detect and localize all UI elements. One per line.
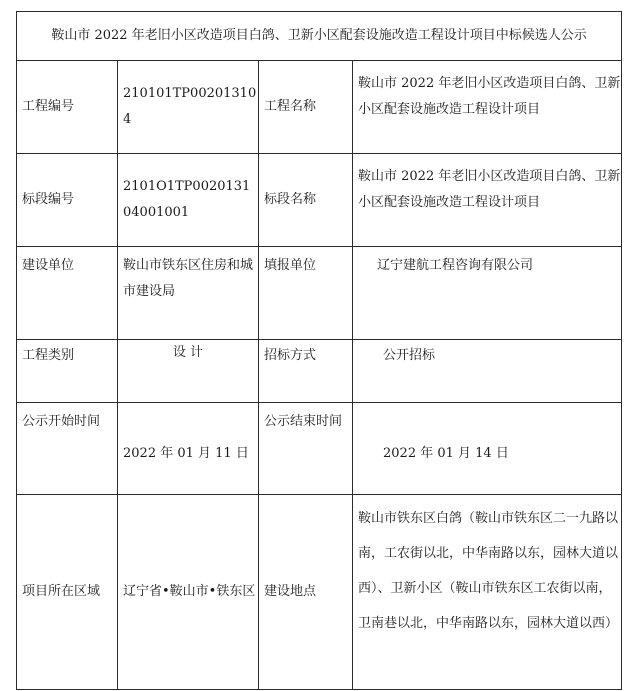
site-label: 建设地点 bbox=[259, 495, 353, 690]
region-value: 辽宁省•鞍山市•铁东区 bbox=[118, 495, 259, 690]
builder-value: 鞍山市铁东区住房和城市建设局 bbox=[118, 247, 259, 340]
start-label: 公示开始时间 bbox=[17, 403, 118, 495]
project-no-label: 工程编号 bbox=[17, 61, 118, 154]
site-value: 鞍山市铁东区白鸽（鞍山市铁东区二一九路以南，工农街以北，中华南路以东，园林大道以西）、卫新小区（鞍山市铁东区工农街以南，卫南巷以北，中华南路以东，园林大道以西） bbox=[353, 495, 622, 690]
table-row bbox=[17, 154, 622, 247]
section-name-value: 鞍山市 2022 年老旧小区改造项目白鸽、卫新小区配套设施改造工程设计项目 bbox=[353, 154, 622, 247]
table-row bbox=[17, 61, 622, 154]
table-row bbox=[17, 495, 622, 690]
start-value: 2022 年 01 月 11 日 bbox=[118, 403, 259, 495]
builder-label: 建设单位 bbox=[17, 247, 118, 340]
project-name-value: 鞍山市 2022 年老旧小区改造项目白鸽、卫新小区配套设施改造工程设计项目 bbox=[353, 61, 622, 154]
category-value: 设 计 bbox=[118, 340, 259, 403]
project-name-label: 工程名称 bbox=[259, 61, 353, 154]
section-no-label: 标段编号 bbox=[17, 154, 118, 247]
project-no-value: 210101TP002013104 bbox=[118, 61, 259, 154]
filler-value: 辽宁建航工程咨询有限公司 bbox=[353, 247, 622, 340]
table-row bbox=[17, 247, 622, 340]
table-row bbox=[17, 340, 622, 403]
end-value: 2022 年 01 月 14 日 bbox=[353, 403, 622, 495]
table-row bbox=[17, 403, 622, 495]
title-row bbox=[17, 12, 622, 61]
category-label: 工程类别 bbox=[17, 340, 118, 403]
bid-method-value: 公开招标 bbox=[353, 340, 622, 403]
region-label: 项目所在区域 bbox=[17, 495, 118, 690]
bid-method-label: 招标方式 bbox=[259, 340, 353, 403]
filler-label: 填报单位 bbox=[259, 247, 353, 340]
end-label: 公示结束时间 bbox=[259, 403, 353, 495]
notice-table bbox=[16, 11, 622, 690]
section-no-value: 2101O1TP002013104001001 bbox=[118, 154, 259, 247]
section-name-label: 标段名称 bbox=[259, 154, 353, 247]
page-title: 鞍山市 2022 年老旧小区改造项目白鸽、卫新小区配套设施改造工程设计项目中标候选人公示 bbox=[17, 12, 622, 61]
